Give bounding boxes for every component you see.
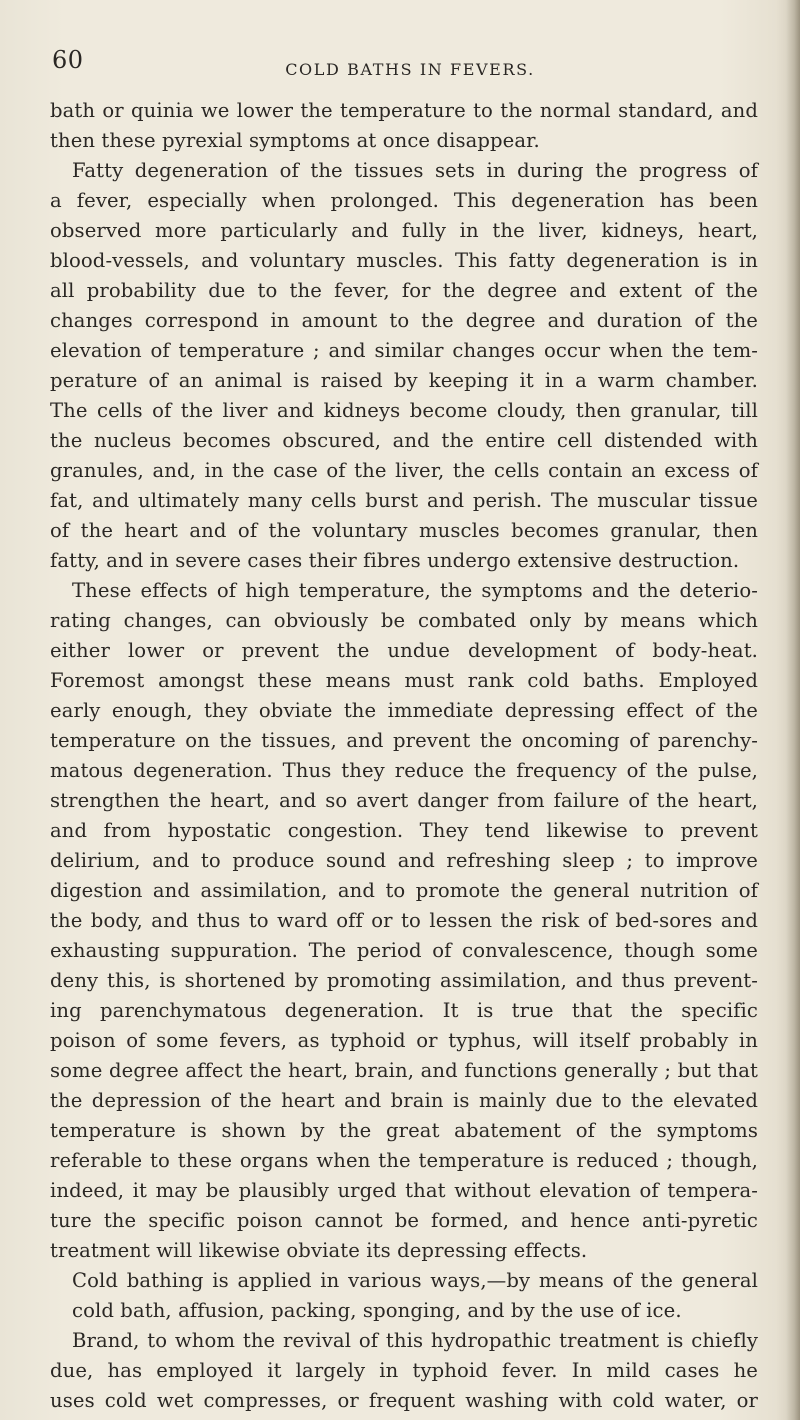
text-line: fat, and ultimately many cells burst and perish. The muscular tissue <box>50 489 758 512</box>
text-line: the depression of the heart and brain is mainly due to the elevated <box>50 1089 758 1112</box>
text-line: blood-vessels, and voluntary muscles. This fatty degeneration is in <box>50 249 758 272</box>
page-edge-shadow <box>786 0 800 1420</box>
text-line: early enough, they obviate the immediate depressing effect of the <box>50 699 758 722</box>
text-line: all probability due to the fever, for the degree and extent of the <box>50 279 758 302</box>
text-line: and from hypostatic congestion. They tend likewise to prevent <box>50 819 758 842</box>
text-line: The cells of the liver and kidneys become cloudy, then granular, till <box>50 399 758 422</box>
text-line: Foremost amongst these means must rank cold baths. Employed <box>50 669 758 692</box>
body-text <box>50 96 758 1416</box>
text-line: deny this, is shortened by promoting assimilation, and thus prevent- <box>50 969 758 992</box>
text-line: cold bath, affusion, packing, sponging, and by the use of ice. <box>72 1299 682 1322</box>
text-line: changes correspond in amount to the degree and duration of the <box>50 309 758 332</box>
text-line: elevation of temperature ; and similar changes occur when the tem- <box>50 339 758 362</box>
text-line: fatty, and in severe cases their fibres undergo extensive destruction. <box>50 549 740 572</box>
text-line: digestion and assimilation, and to promote the general nutrition of <box>50 879 758 902</box>
text-line: poison of some fevers, as typhoid or typhus, will itself probably in <box>50 1029 758 1052</box>
text-line: granules, and, in the case of the liver, the cells contain an excess of <box>50 459 758 482</box>
text-line: bath or quinia we lower the temperature to the normal standard, and <box>50 99 758 122</box>
running-head: COLD BATHS IN FEVERS. <box>285 60 535 79</box>
text-line: the nucleus becomes obscured, and the entire cell distended with <box>50 429 758 452</box>
text-line: temperature is shown by the great abatement of the symptoms <box>50 1119 758 1142</box>
text-line: referable to these organs when the temperature is reduced ; though, <box>50 1149 758 1172</box>
text-line: rating changes, can obviously be combated only by means which <box>50 609 758 632</box>
text-line: strengthen the heart, and so avert danger from failure of the heart, <box>50 789 758 812</box>
text-line: treatment will likewise obviate its depressing effects. <box>50 1239 588 1262</box>
text-line: uses cold wet compresses, or frequent washing with cold water, or <box>50 1389 758 1412</box>
text-line: indeed, it may be plausibly urged that without elevation of tempera- <box>50 1179 758 1202</box>
text-line: Cold bathing is applied in various ways,—by means of the general <box>72 1269 758 1292</box>
text-line: These effects of high temperature, the symptoms and the deterio- <box>72 579 758 602</box>
text-line: delirium, and to produce sound and refreshing sleep ; to improve <box>50 849 758 872</box>
text-line: Brand, to whom the revival of this hydropathic treatment is chiefly <box>72 1329 758 1352</box>
text-line: some degree affect the heart, brain, and functions generally ; but that <box>50 1059 758 1082</box>
text-line: ture the specific poison cannot be formed, and hence anti-pyretic <box>50 1209 758 1232</box>
text-line: a fever, especially when prolonged. This degeneration has been <box>50 189 758 212</box>
page-number: 60 <box>52 46 84 74</box>
text-line: observed more particularly and fully in the liver, kidneys, heart, <box>50 219 758 242</box>
text-line: either lower or prevent the undue development of body-heat. <box>50 639 758 662</box>
text-line: ing parenchymatous degeneration. It is true that the specific <box>50 999 758 1022</box>
text-line: of the heart and of the voluntary muscles becomes granular, then <box>50 519 758 542</box>
text-line: temperature on the tissues, and prevent the oncoming of parenchy- <box>50 729 758 752</box>
text-line: matous degeneration. Thus they reduce the frequency of the pulse, <box>50 759 758 782</box>
text-line: then these pyrexial symptoms at once disappear. <box>50 129 540 152</box>
text-line: due, has employed it largely in typhoid fever. In mild cases he <box>50 1359 758 1382</box>
text-line: exhausting suppuration. The period of convalescence, though some <box>50 939 758 962</box>
text-line: perature of an animal is raised by keeping it in a warm chamber. <box>50 369 758 392</box>
text-line: the body, and thus to ward off or to lessen the risk of bed-sores and <box>50 909 758 932</box>
text-line: Fatty degeneration of the tissues sets in during the progress of <box>72 159 758 182</box>
